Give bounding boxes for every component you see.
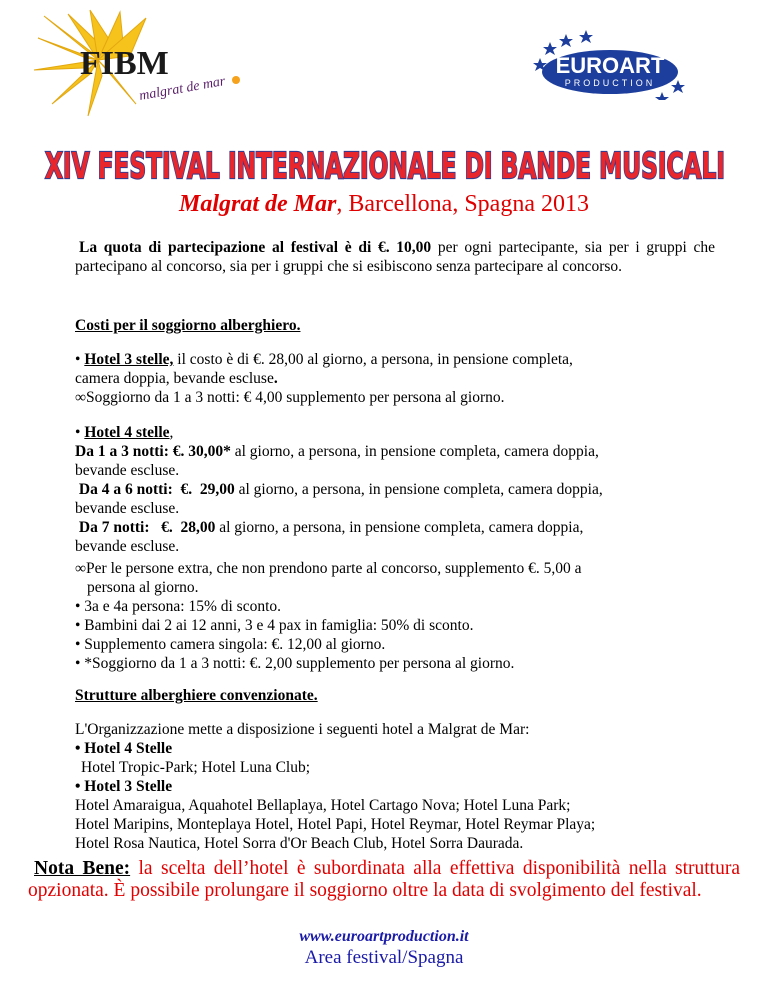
- hotel4-row-bold: Da 4 a 6 notti: €. 29,00: [75, 481, 235, 498]
- fibm-logo: [28, 8, 258, 118]
- hotel3-list-line: Hotel Amaraigua, Aquahotel Bellaplaya, Hotel Cartago Nova; Hotel Luna Park;: [75, 797, 571, 814]
- hotel4-row: [75, 480, 715, 499]
- hotel4-row-rest: al giorno, a persona, in pensione completa, camera doppia,: [215, 519, 584, 536]
- subtitle-city: Malgrat de Mar: [179, 191, 337, 217]
- hotel3-list-line: Hotel Rosa Nautica, Hotel Sorra d'Or Beach Club, Hotel Sorra Daurada.: [75, 835, 524, 852]
- extras-first: ∞Per le persone extra, che non prendono parte al concorso, supplemento €. 5,00 a: [75, 560, 582, 577]
- nota-text: la scelta dell’hotel è subordinata alla effettiva disponibilità nella struttura opzionata. È possibile prolungare il soggiorno oltre la data di svolgimento del festival.: [28, 858, 740, 901]
- euroart-logo-graphic: [530, 28, 690, 100]
- festival-title-text: XIV FESTIVAL INTERNAZIONALE DI BANDE MUSICALI: [45, 146, 725, 187]
- intro-paragraph: [75, 238, 715, 276]
- extras-item: • *Soggiorno da 1 a 3 notti: €. 2,00 supplemento per persona al giorno.: [75, 655, 515, 672]
- subtitle: [0, 191, 768, 218]
- hotel3-category: • Hotel 3 Stelle: [75, 778, 173, 795]
- hotel3-line1-rest: il costo è di €. 28,00 al giorno, a persona, in pensione completa,: [173, 351, 573, 368]
- structures-heading: Strutture alberghiere convenzionate.: [75, 687, 318, 704]
- extras-section: [75, 559, 715, 673]
- website-link[interactable]: www.euroartproduction.it: [299, 928, 469, 945]
- hotel4-list: Hotel Tropic-Park; Hotel Luna Club;: [81, 759, 311, 776]
- hotel3-line3: ∞Soggiorno da 1 a 3 notti: € 4,00 supplemento per persona al giorno.: [75, 389, 505, 406]
- hotel3-section: [75, 350, 715, 407]
- euroart-logo: [530, 28, 690, 100]
- structures-intro: L'Organizzazione mette a disposizione i seguenti hotel a Malgrat de Mar:: [75, 721, 530, 738]
- intro-bold: La quota di partecipazione al festival è di €. 10,00: [79, 239, 432, 256]
- bullet: •: [75, 351, 85, 368]
- sun-dot-icon: [232, 76, 240, 84]
- hotel3-line1: [75, 350, 715, 369]
- intro-rest: per ogni partecipante, sia per i gruppi che partecipano al concorso, sia per i gruppi che si esibiscono senza partecipare al concorso.: [75, 239, 715, 275]
- subtitle-rest: , Barcellona, Spagna 2013: [336, 191, 589, 217]
- nota-label: Nota Bene:: [34, 858, 131, 879]
- hotel4-row-cont: bevande escluse.: [75, 462, 180, 479]
- hotel4-category: • Hotel 4 Stelle: [75, 740, 173, 757]
- fibm-logo-graphic: [28, 8, 258, 118]
- hotel3-line2-text: camera doppia, bevande escluse: [75, 370, 274, 387]
- hotel3-line2: [75, 369, 715, 388]
- hotel4-name: Hotel 4 stelle: [84, 424, 170, 441]
- festival-title: [40, 138, 730, 190]
- fibm-text: FIBM: [80, 45, 169, 82]
- hotel4-row-rest: al giorno, a persona, in pensione completa, camera doppia,: [234, 481, 603, 498]
- fibm-script: malgrat de mar: [138, 74, 227, 104]
- hotel3-list-line: Hotel Maripins, Monteplaya Hotel, Hotel Papi, Hotel Reymar, Hotel Reymar Playa;: [75, 816, 596, 833]
- extras-item: • 3a e 4a persona: 15% di sconto.: [75, 598, 282, 615]
- hotel4-row: [75, 518, 715, 537]
- euroart-sub: PRODUCTION: [564, 78, 656, 88]
- hotel4-row-rest: al giorno, a persona, in pensione completa, camera doppia,: [230, 443, 599, 460]
- hotel4-heading: [75, 423, 715, 442]
- extras-item: • Supplemento camera singola: €. 12,00 al giorno.: [75, 636, 386, 653]
- hotel4-row-bold: Da 1 a 3 notti: €. 30,00*: [75, 443, 231, 460]
- structures-section: [75, 720, 715, 853]
- hotel4-comma: ,: [169, 424, 174, 441]
- hotel4-section: [75, 423, 715, 556]
- euroart-text: EUROART: [555, 53, 665, 78]
- bullet: •: [75, 424, 85, 441]
- hotel3-name: Hotel 3 stelle,: [84, 351, 174, 368]
- costs-heading: Costi per il soggiorno alberghiero.: [75, 317, 301, 334]
- hotel4-row: [75, 442, 715, 461]
- hotel4-row-cont: bevande escluse.: [75, 538, 180, 555]
- area-label: Area festival/Spagna: [304, 947, 464, 968]
- extras-item: • Bambini dai 2 ai 12 anni, 3 e 4 pax in famiglia: 50% di sconto.: [75, 617, 474, 634]
- hotel4-row-bold: Da 7 notti: €. 28,00: [75, 519, 216, 536]
- hotel4-row-cont: bevande escluse.: [75, 500, 180, 517]
- hotel3-line2-dot: .: [273, 370, 278, 387]
- nota-bene: [28, 858, 740, 902]
- festival-title-graphic: [40, 138, 730, 190]
- extras-first-cont: persona al giorno.: [87, 579, 199, 596]
